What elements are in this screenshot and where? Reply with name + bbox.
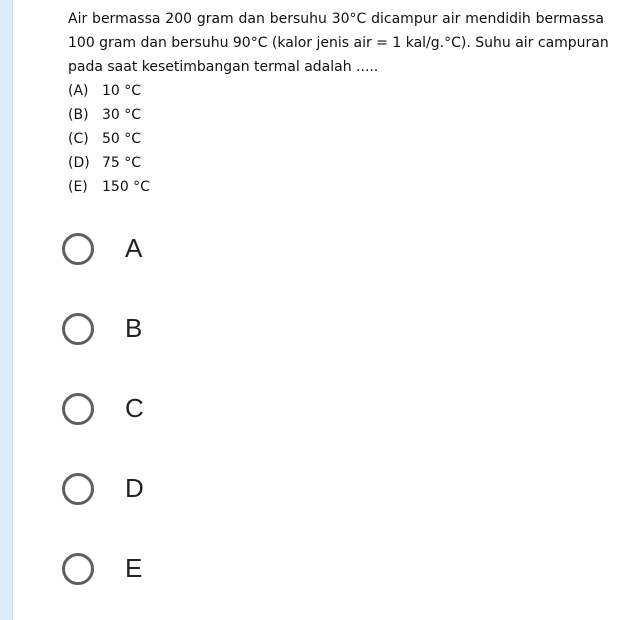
question-option-b [68,103,604,127]
question-option-c [68,127,604,151]
answer-choices [60,228,360,620]
radio-button-icon[interactable] [62,313,94,345]
question-line: pada saat kesetimbangan termal adalah ..... [68,59,379,75]
option-key: (C) [68,131,89,147]
option-value: 75 °C [102,155,142,171]
radio-button-icon[interactable] [62,473,94,505]
choice-c[interactable] [60,388,360,468]
option-value: 150 °C [102,179,150,195]
question-line: Air bermassa 200 gram dan bersuhu 30°C dicampur air mendidih bermassa [68,11,604,27]
option-key: (E) [68,179,88,195]
option-key: (D) [68,155,90,171]
choice-label[interactable]: B [125,313,143,343]
radio-button-icon[interactable] [62,553,94,585]
question-option-e [68,175,604,199]
choice-label[interactable]: E [125,553,143,583]
radio-button-icon[interactable] [62,233,94,265]
choice-label[interactable]: C [125,393,144,423]
question-option-d [68,151,604,175]
question-option-a [68,79,604,103]
option-value: 30 °C [102,107,142,123]
choice-e[interactable] [60,548,360,620]
choice-b[interactable] [60,308,360,388]
choice-label[interactable]: D [125,473,144,503]
option-value: 50 °C [102,131,142,147]
question-text [68,7,609,199]
left-sidebar-strip [0,0,13,620]
option-key: (A) [68,83,89,99]
choice-d[interactable] [60,468,360,548]
choice-label[interactable]: A [125,233,143,263]
question-line: 100 gram dan bersuhu 90°C (kalor jenis air = 1 kal/g.°C). Suhu air campuran [68,35,609,51]
option-key: (B) [68,107,89,123]
choice-a[interactable] [60,228,360,308]
radio-button-icon[interactable] [62,393,94,425]
option-value: 10 °C [102,83,142,99]
